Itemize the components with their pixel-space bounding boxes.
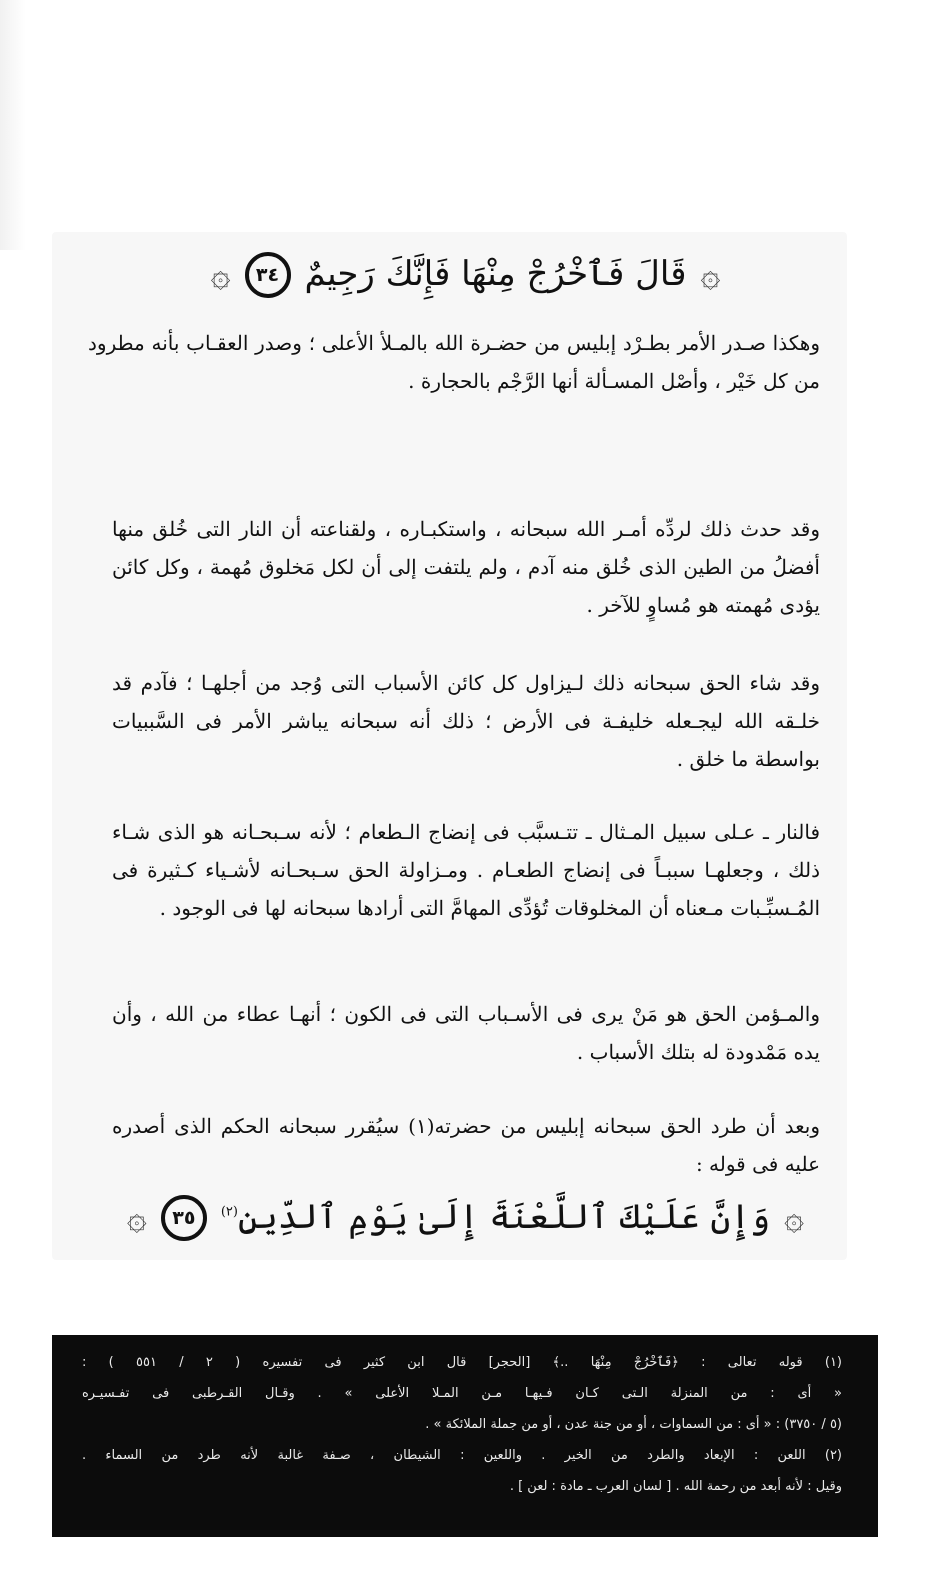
verse-35 [0, 1195, 931, 1241]
paragraph-2: وقد حدث ذلك لردِّه أمـر الله سبحانه ، واستكبـاره ، ولقناعته أن النار التى خُلق منها أفضلُ من الطين الذى خُلق منه آدم ، ولم يلتفت إلى أن لكل مَخلوق مُهمة ، وكل كائن يؤدى مُهمته هو مُساوٍ للآخر . [112, 517, 820, 617]
footnote-marker: (٢) [220, 1204, 238, 1220]
footnote-line-2: « أى : من المنزلة الـتى كـان فـيهـا مـن المـلا الأعلى » . وقـال القـرطبى فى تفـسيـره [82, 1386, 842, 1401]
verse-ornament-left-icon: ۞ [210, 255, 231, 295]
verse-ornament-right-icon: ۞ [700, 255, 721, 295]
footnote-line-3: (٥ / ٣٧٥٠) : « أى : من السماوات ، أو من جنة عدن ، أو من جملة الملائكة » . [425, 1417, 842, 1432]
paragraph-6: وبعد أن طرد الحق سبحانه إبليس من حضرته(١) سيُقرر سبحانه الحكم الذى أصدره عليه فى قوله : [112, 1114, 821, 1176]
paragraph-5: والمـؤمن الحق هو مَنْ يرى فى الأسـباب التى فى الكون ؛ أنهـا عطاء من الله ، وأن يده مَمْدودة له بتلك الأسباب . [112, 1002, 820, 1064]
left-edge-shadow [0, 0, 26, 250]
footnotes-box [52, 1335, 878, 1537]
verse-text-content: وَإِنَّ عَلَيْكَ ٱللَّعْنَةَ إِلَىٰ يَوْمِ ٱلدِّينِ [237, 1197, 771, 1238]
paragraph-3: وقد شاء الحق سبحانه ذلك لـيزاول كل كائن الأسباب التى وُجد من أجلهـا ؛ فآدم قد خلـقه الله ليجـعله خليفـة فى الأرض ؛ ذلك أنه سبحانه يباشر الأمر فى السَّببيات بواسطة ما خلق . [112, 671, 820, 771]
verse-text [221, 1199, 770, 1236]
verse-ornament-left-icon: ۞ [126, 1198, 147, 1238]
verse-number-badge: ٣٤ [245, 252, 291, 298]
paragraph-4: فالنار ـ عـلى سبيل المـثال ـ تتـسبَّب فى إنضاج الـطعام ؛ لأنه سـبحـانه هو الذى شـاء ذلك ، وجعلهـا سببـاً فى إنضاج الطعـام . ومـزاولة الحق سـبحـانه لأشـياء كـثيرة فى المُـسبِّـبات مـعناه أن المخلوقات تُؤدِّى المهامَّ التى أرادها سبحانه لها فى الوجود . [112, 820, 820, 920]
paragraph-1: وهكذا صـدر الأمر بطـرْد إبليس من حضـرة الله بالمـلأ الأعلى ؛ وصدر العقـاب بأنه مطرود من كل خَيْر ، وأصْل المسـألة أنها الرَّجْم بالحجارة . [88, 331, 820, 393]
verse-ornament-right-icon: ۞ [784, 1198, 805, 1238]
verse-number-badge: ٣٥ [161, 1195, 207, 1241]
footnote-line-5: وقيل : لأنه أبعد من رحمة الله . [ لسان العرب ـ مادة : لعن ] . [509, 1479, 842, 1494]
verse-text: قَالَ فَٱخْرُجْ مِنْهَا فَإِنَّكَ رَجِيمٌ [304, 254, 687, 295]
verse-34 [0, 252, 931, 298]
footnote-line-1: (١) قوله تعالى : ﴿فَٱخْرُجْ مِنْهَا ..﴾ [الحجر] قال ابن كثير فى تفسيره ( ٢ / ٥٥١ ) : [82, 1355, 842, 1370]
footnote-line-4: (٢) اللعن : الإبعاد والطرد من الخير . واللعين : الشيطان ، صـفة غالبة لأنه طرد من السماء . [82, 1448, 842, 1463]
